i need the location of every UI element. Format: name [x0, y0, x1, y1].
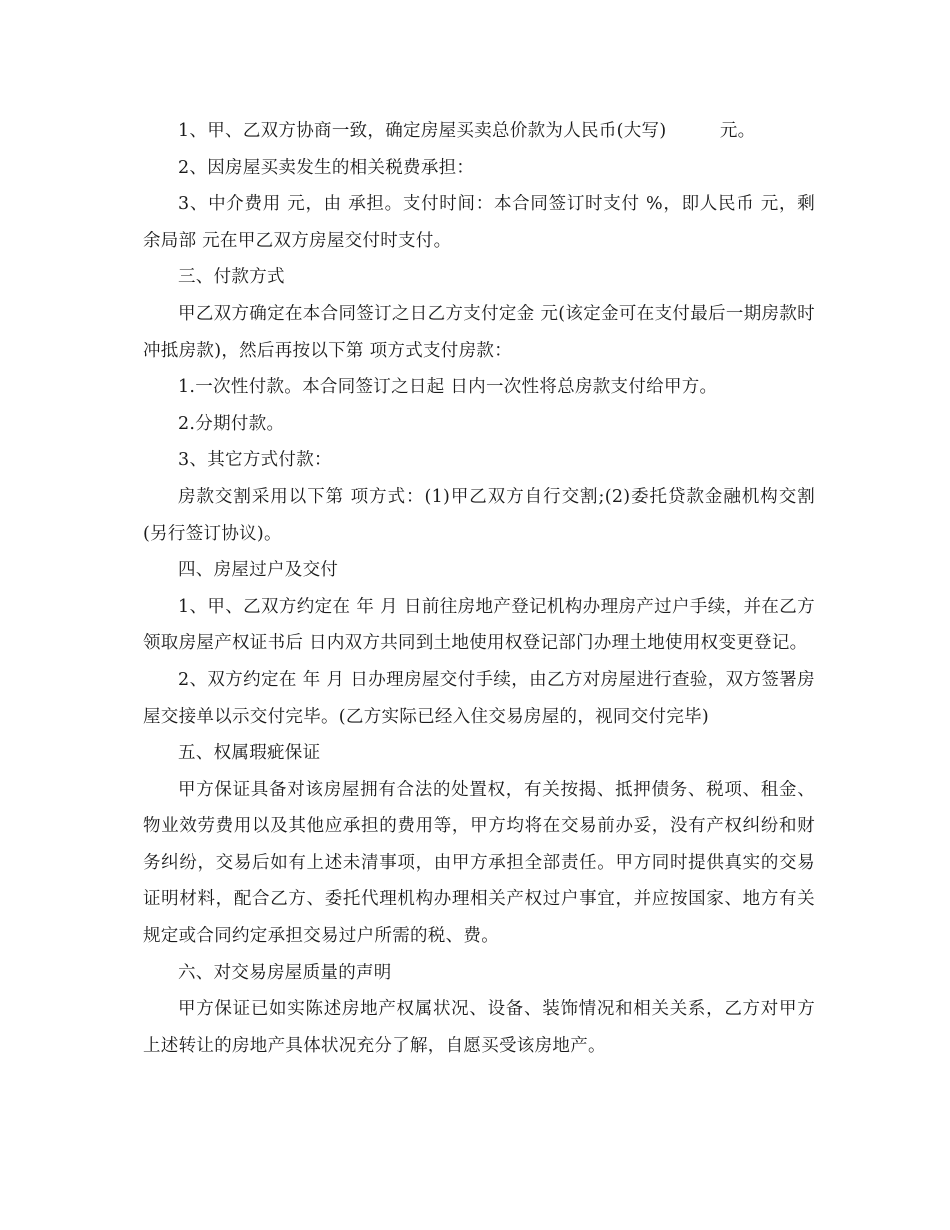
- clause-title-transfer: 1、甲、乙双方约定在 年 月 日前往房地产登记机构办理房产过户手续，并在乙方领取房屋产权证书后 日内双方共同到土地使用权登记部门办理土地使用权变更登记。: [143, 596, 815, 654]
- section-heading-transfer-delivery: 四、房屋过户及交付: [178, 560, 339, 581]
- section-heading-quality-statement: 六、对交易房屋质量的声明: [178, 962, 392, 983]
- section-heading-payment-method: 三、付款方式: [178, 267, 285, 288]
- clause-payment-settlement: 房款交割采用以下第 项方式：(1)甲乙双方自行交割;(2)委托贷款金融机构交割(另行签订协议)。: [143, 486, 815, 544]
- section-heading-title-warranty: 五、权属瑕疵保证: [178, 743, 321, 764]
- clause-house-delivery: 2、双方约定在 年 月 日办理房屋交付手续，由乙方对房屋进行查验，双方签署房屋交接单以示交付完毕。(乙方实际已经入住交易房屋的，视同交付完毕): [143, 669, 815, 727]
- clause-tax-fees: 2、因房屋买卖发生的相关税费承担：: [178, 157, 475, 178]
- clause-installment-payment: 2.分期付款。: [178, 413, 285, 434]
- document-body: [143, 113, 815, 1064]
- clause-agency-fee: 3、中介费用 元，由 承担。支付时间：本合同签订时支付 %，即人民币 元，剩余局部 元在甲乙双方房屋交付时支付。: [143, 194, 815, 251]
- clause-lump-sum-payment: 1.一次性付款。本合同签订之日起 日内一次性将总房款支付给甲方。: [178, 377, 718, 398]
- clause-total-price: 1、甲、乙双方协商一致，确定房屋买卖总价款为人民币(大写) 元。: [178, 121, 756, 141]
- clause-other-payment: 3、其它方式付款：: [178, 450, 332, 471]
- clause-deposit: 甲乙双方确定在本合同签订之日乙方支付定金 元(该定金可在支付最后一期房款时冲抵房款)，然后再按以下第 项方式支付房款：: [143, 303, 815, 361]
- clause-quality-statement: 甲方保证已如实陈述房地产权属状况、设备、装饰情况和相关关系，乙方对甲方上述转让的房地产具体状况充分了解，自愿买受该房地产。: [143, 999, 815, 1056]
- clause-title-warranty: 甲方保证具备对该房屋拥有合法的处置权，有关按揭、抵押债务、税项、租金、物业效劳费用以及其他应承担的费用等，甲方均将在交易前办妥，没有产权纠纷和财务纠纷，交易后如有上述未清事项，由甲方承担全部责任。甲方同时提供真实的交易证明材料，配合乙方、委托代理机构办理相关产权过户事宜，并应按国家、地方有关规定或合同约定承担交易过户所需的税、费。: [143, 779, 815, 947]
